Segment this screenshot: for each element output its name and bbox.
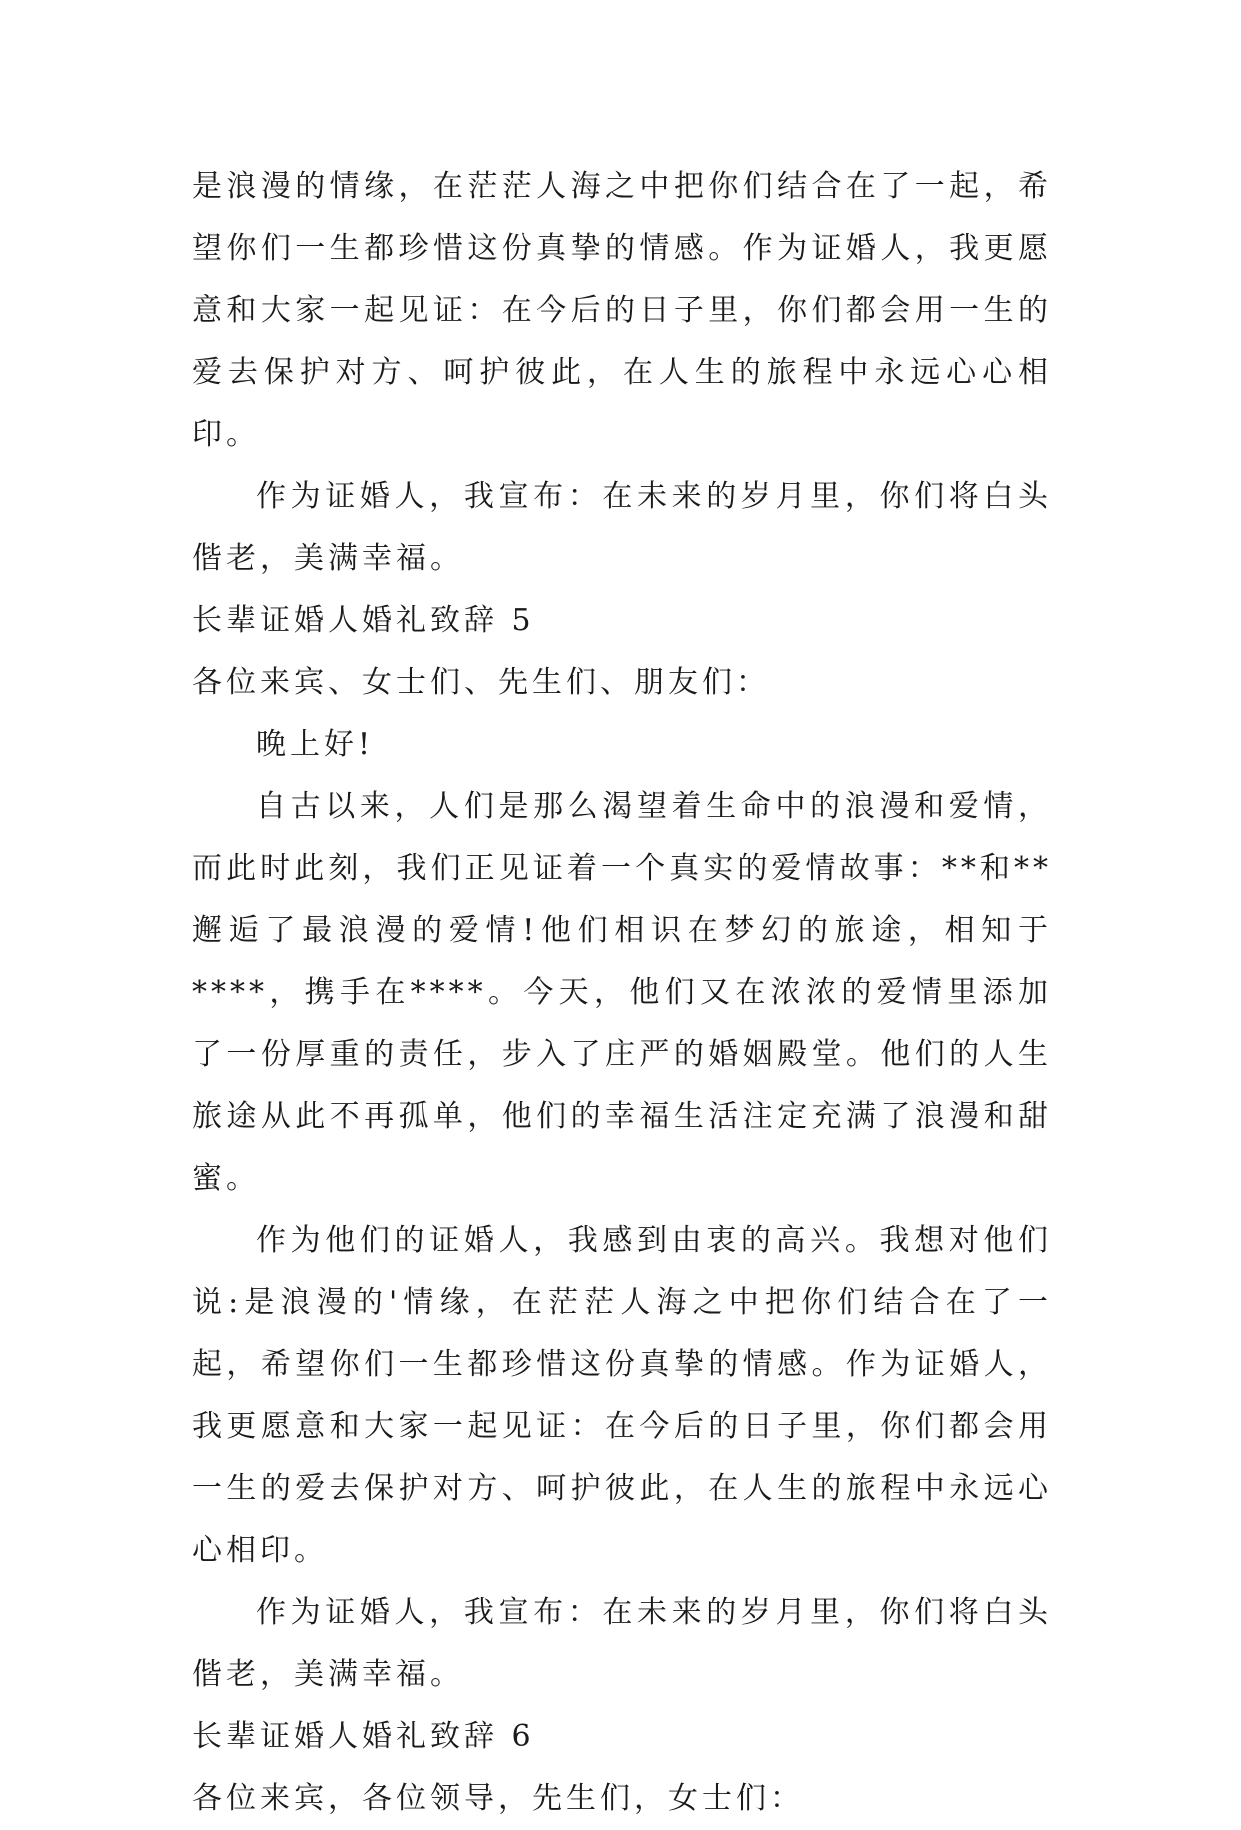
paragraph-story: 自古以来，人们是那么渴望着生命中的浪漫和爱情，而此时此刻，我们正见证着一个真实的爱情故事：**和**邂逅了最浪漫的爱情!他们相识在梦幻的旅途，相知于****，携手在****。今天，他们又在浓浓的爱情里添加了一份厚重的责任，步入了庄严的婚姻殿堂。他们的人生旅途从此不再孤单，他们的幸福生活注定充满了浪漫和甜蜜。 xyxy=(192,789,1052,1196)
salutation: 各位来宾、女士们、先生们、朋友们： xyxy=(192,665,770,700)
section-heading-6: 长辈证婚人婚礼致辞 6 xyxy=(192,1719,535,1754)
paragraph-witness: 作为他们的证婚人，我感到由衷的高兴。我想对他们说:是浪漫的'情缘，在茫茫人海之中把你们结合在了一起，希望你们一生都珍惜这份真挚的情感。作为证婚人，我更愿意和大家一起见证：在今后的日子里，你们都会用一生的爱去保护对方、呵护彼此，在人生的旅程中永远心心相印。 xyxy=(192,1223,1052,1568)
paragraph-declaration-2: 作为证婚人，我宣布：在未来的岁月里，你们将白头偕老，美满幸福。 xyxy=(192,1595,1052,1692)
document-page xyxy=(192,156,1052,1830)
paragraph-declaration: 作为证婚人，我宣布：在未来的岁月里，你们将白头偕老，美满幸福。 xyxy=(192,479,1052,576)
greeting: 晚上好! xyxy=(256,727,375,762)
paragraph-body: 是浪漫的情缘，在茫茫人海之中把你们结合在了一起，希望你们一生都珍惜这份真挚的情感。作为证婚人，我更愿意和大家一起见证：在今后的日子里，你们都会用一生的爱去保护对方、呵护彼此，在人生的旅程中永远心心相印。 xyxy=(192,169,1052,452)
salutation-2: 各位来宾，各位领导，先生们，女士们： xyxy=(192,1781,804,1816)
section-heading-5: 长辈证婚人婚礼致辞 5 xyxy=(192,603,535,638)
